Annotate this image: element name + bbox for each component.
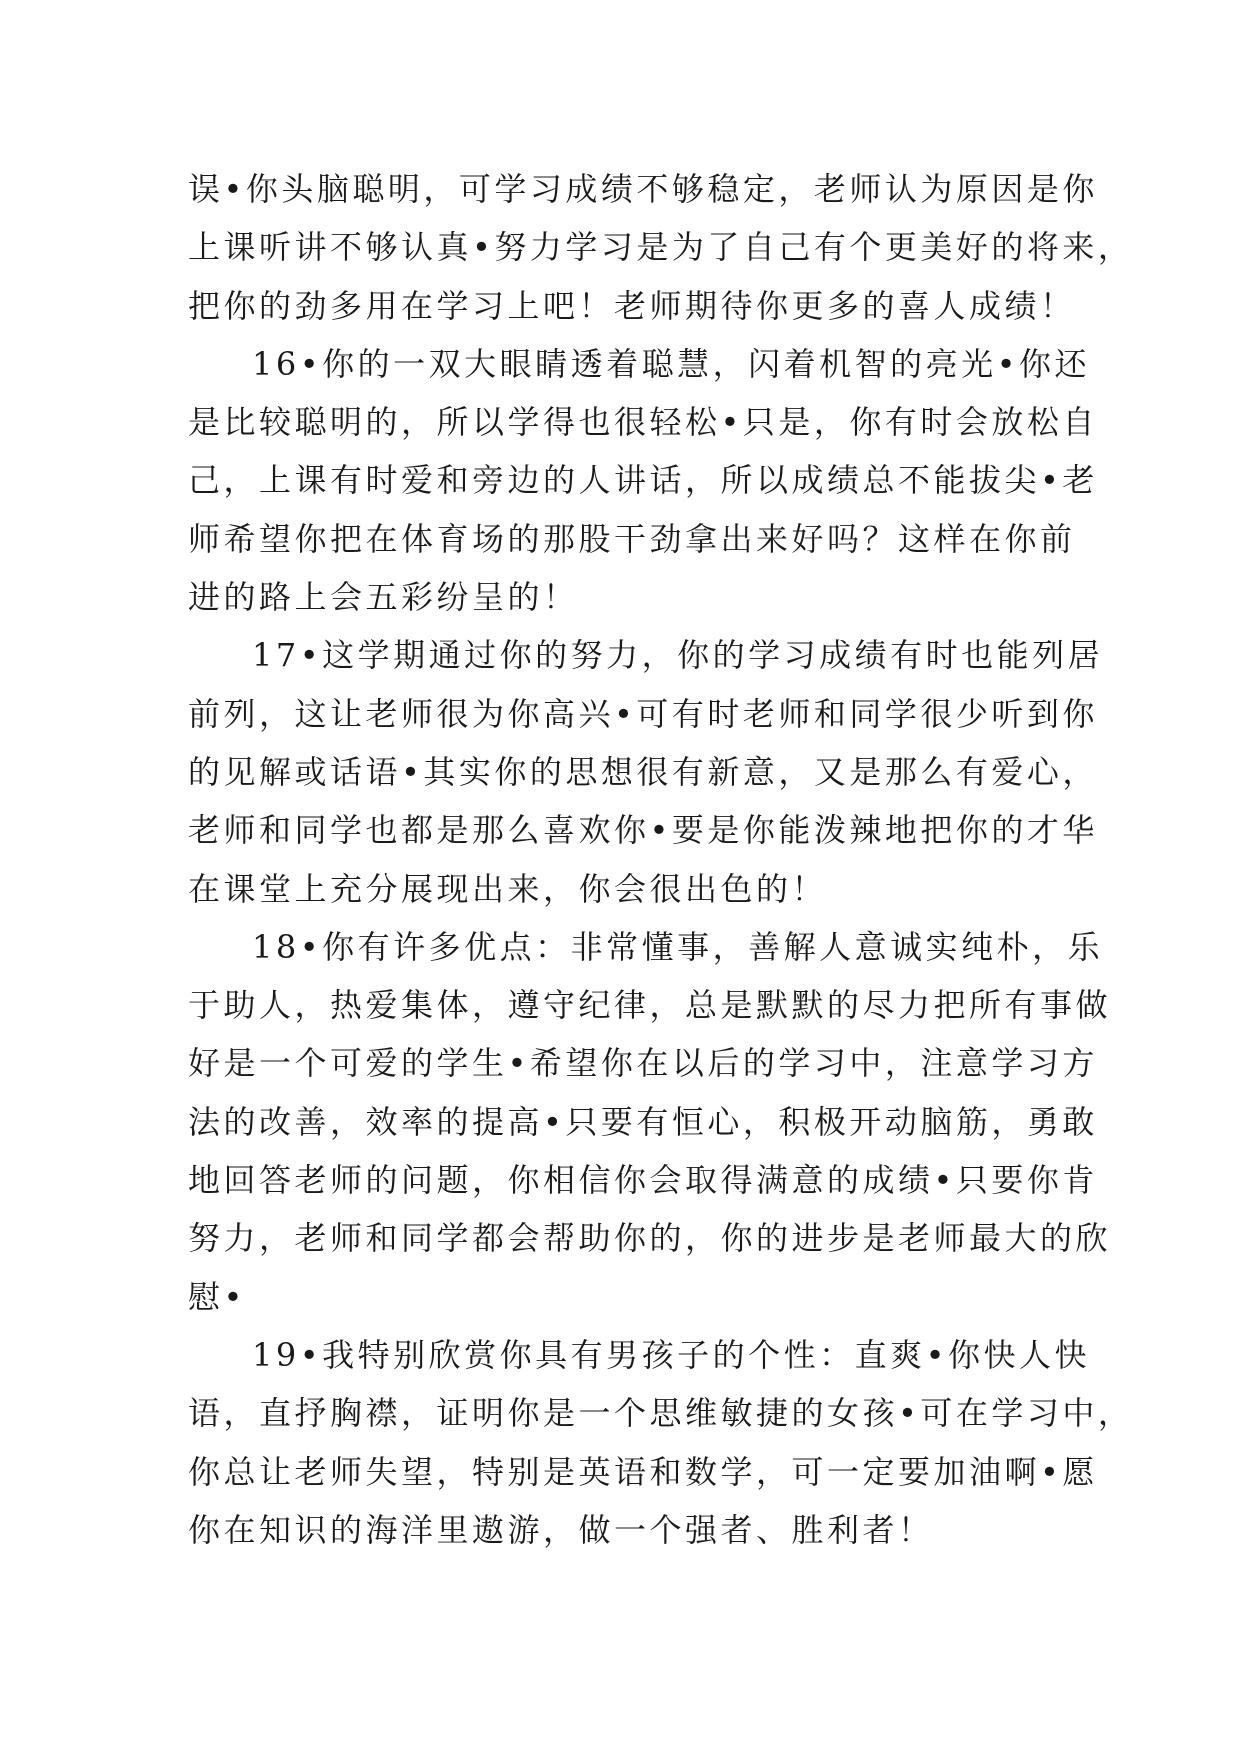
text-line: 老师和同学也都是那么喜欢你•要是你能泼辣地把你的才华 [188,811,1098,850]
text-line: 进的路上会五彩纷呈的！ [188,578,579,617]
text-line: 努力，老师和同学都会帮助你的，你的进步是老师最大的欣 [188,1219,1112,1258]
text-line: 语，直抒胸襟，证明你是一个思维敏捷的女孩•可在学习中， [188,1394,1134,1433]
text-line: 好是一个可爱的学生•希望你在以后的学习中，注意学习方 [188,1044,1098,1083]
text-line: 的见解或话语•其实你的思想很有新意，又是那么有爱心， [188,752,1098,791]
text-line: 在课堂上充分展现出来，你会很出色的！ [188,869,828,908]
text-line: 17•这学期通过你的努力，你的学习成绩有时也能列居 [252,636,1104,675]
text-line: 师希望你把在体育场的那股干劲拿出来好吗？这样在你前 [188,519,1076,558]
document-body [188,160,1134,1559]
text-line: 16•你的一双大眼睛透着聪慧，闪着机智的亮光•你还 [252,344,1090,383]
text-line: 己，上课有时爱和旁边的人讲话，所以成绩总不能拔尖•老 [188,461,1098,500]
text-line: 法的改善，效率的提高•只要有恒心，积极开动脑筋，勇敢 [188,1102,1098,1141]
text-line: 你总让老师失望，特别是英语和数学，可一定要加油啊•愿 [188,1452,1098,1491]
text-line: 把你的劲多用在学习上吧！老师期待你更多的喜人成绩！ [188,286,1076,325]
text-line: 误•你头脑聪明，可学习成绩不够稳定，老师认为原因是你 [188,170,1098,208]
text-line: 是比较聪明的，所以学得也很轻松•只是，你有时会放松自 [188,403,1098,442]
text-line: 前列，这让老师很为你高兴•可有时老师和同学很少听到你 [188,694,1098,733]
text-line: 地回答老师的问题，你相信你会取得满意的成绩•只要你肯 [188,1161,1098,1200]
text-line: 18•你有许多优点：非常懂事，善解人意诚实纯朴，乐 [252,927,1104,966]
text-line: 于助人，热爱集体，遵守纪律，总是默默的尽力把所有事做 [188,986,1112,1025]
text-line: 上课听讲不够认真•努力学习是为了自己有个更美好的将来， [188,228,1134,267]
text-line: 你在知识的海洋里遨游，做一个强者、胜利者！ [188,1510,934,1549]
text-line: 慰• [188,1277,246,1316]
text-line: 19•我特别欣赏你具有男孩子的个性：直爽•你快人快 [252,1335,1090,1374]
